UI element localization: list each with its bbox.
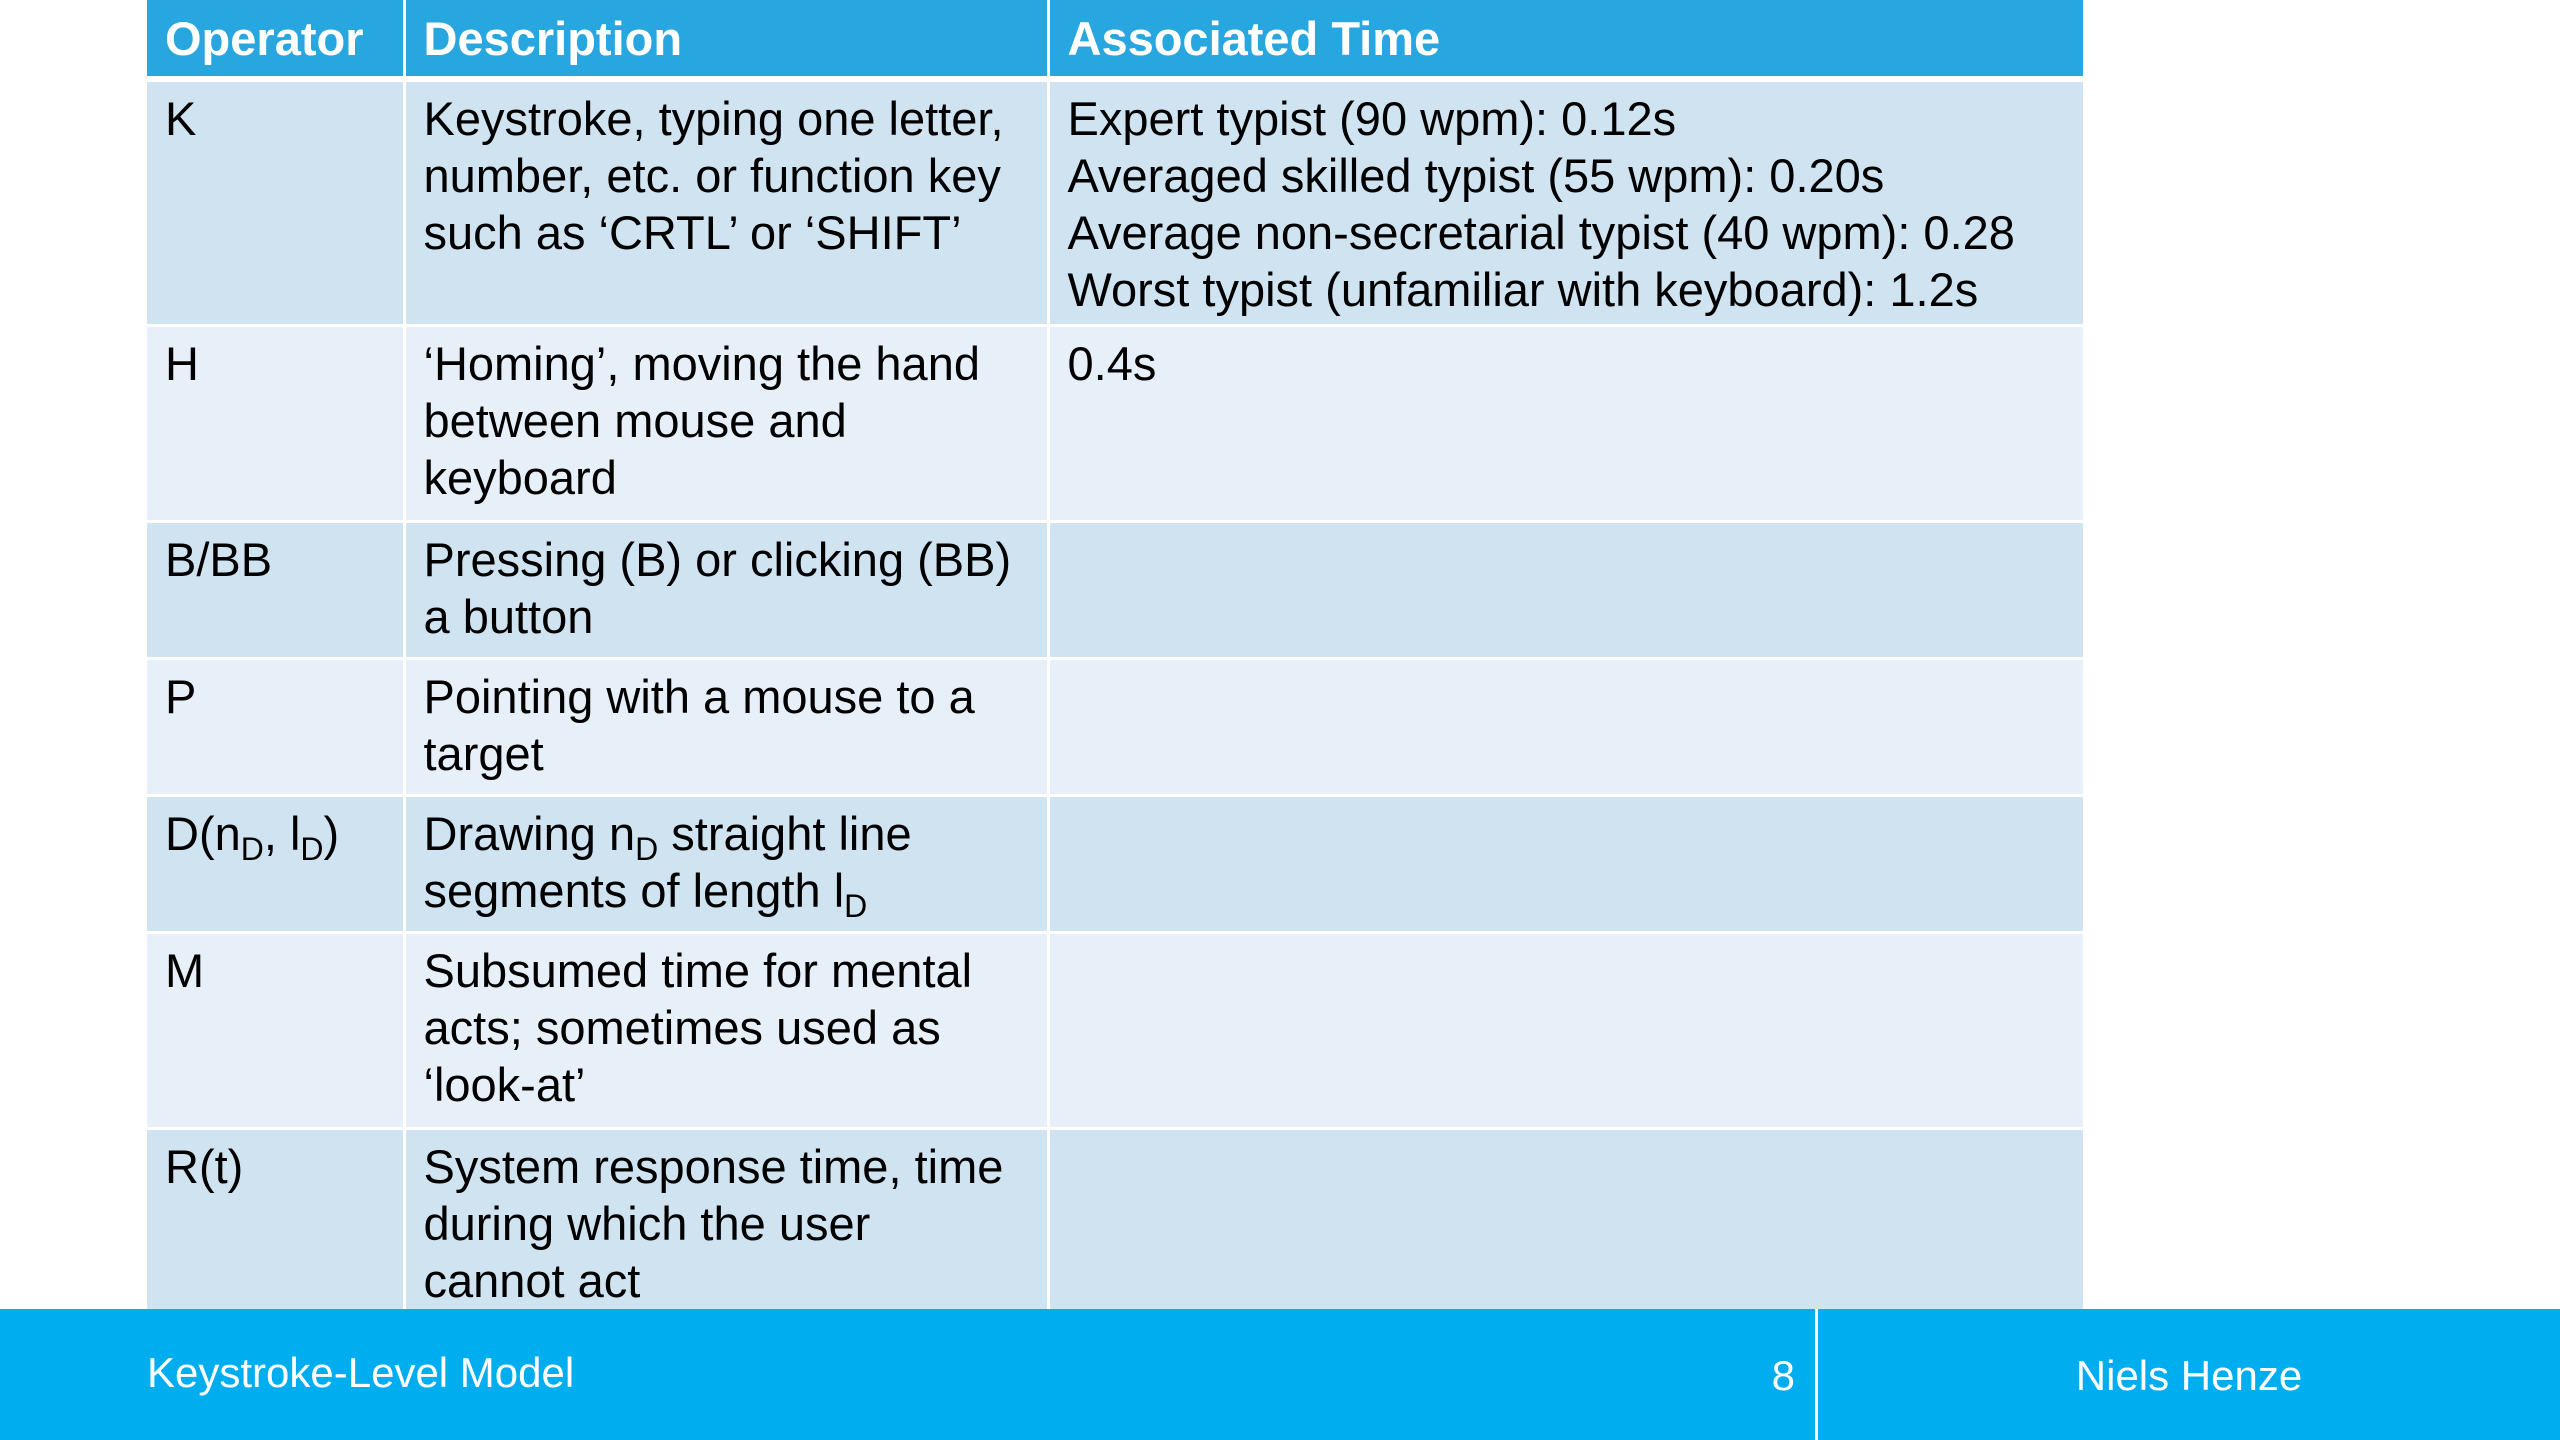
operator-cell [147,796,404,933]
operator-cell: M [147,933,404,1129]
table-row [147,796,2083,933]
description-line: a button [423,590,594,643]
description-line: Pointing with a mouse to a [423,670,975,723]
description-cell [404,522,1048,659]
operator-text: ) [323,807,340,860]
operator-cell: H [147,326,404,522]
header-operator: Operator [147,0,404,79]
subscript: D [635,831,659,867]
description-line: keyboard [423,451,617,504]
time-line: Average non-secretarial typist (40 wpm): 0.28 [1067,206,2015,259]
description-line: acts; sometimes used as [423,1001,941,1054]
table-header-row [147,0,2083,79]
description-cell [404,1129,1048,1324]
description-cell [404,933,1048,1129]
description-line: cannot act [423,1254,641,1307]
description-line [423,862,1033,924]
subscript: D [844,888,868,924]
table-row [147,522,2083,659]
description-line [423,805,1033,867]
footer-author: Niels Henze [2075,1352,2303,1399]
time-cell [1048,522,2083,659]
operator-text: , l [263,807,301,860]
description-text: straight line [658,807,912,860]
description-line: between mouse and [423,394,847,447]
page-number: 8 [1771,1352,1795,1399]
description-line: during which the user [423,1197,871,1250]
description-cell [404,79,1048,326]
description-line: ‘look-at’ [423,1058,586,1111]
time-cell [1048,659,2083,796]
operator-text: D(n [165,807,241,860]
time-line: Expert typist (90 wpm): 0.12s [1067,92,1677,145]
subscript: D [300,831,324,867]
subscript: D [240,831,264,867]
description-cell [404,326,1048,522]
time-cell [1048,933,2083,1129]
operator-cell: B/BB [147,522,404,659]
table-row [147,326,2083,522]
description-line: Pressing (B) or clicking (BB) [423,533,1012,586]
description-line: Subsumed time for mental [423,944,973,997]
klm-operator-table [147,0,2083,1323]
operator-cell: R(t) [147,1129,404,1324]
description-line: System response time, time [423,1140,1004,1193]
description-line: number, etc. or function key [423,149,1001,202]
operator-cell: K [147,79,404,326]
time-cell [1048,79,2083,326]
time-line: Worst typist (unfamiliar with keyboard): 1.2s [1067,263,1979,316]
table-row [147,659,2083,796]
header-description: Description [404,0,1048,79]
operator-cell: P [147,659,404,796]
description-cell [404,659,1048,796]
description-cell [404,796,1048,933]
description-line: such as ‘CRTL’ or ‘SHIFT’ [423,206,962,259]
description-text: Drawing n [423,807,636,860]
description-text: segments of length l [423,864,845,917]
description-line: ‘Homing’, moving the hand [423,337,980,390]
time-cell [1048,1129,2083,1324]
time-cell [1048,796,2083,933]
table-row [147,79,2083,326]
footer-title: Keystroke-Level Model [147,1349,575,1396]
time-line: Averaged skilled typist (55 wpm): 0.20s [1067,149,1885,202]
header-associated-time: Associated Time [1048,0,2083,79]
table-row [147,933,2083,1129]
description-line: Keystroke, typing one letter, [423,92,1004,145]
time-cell [1048,326,2083,522]
table-row [147,1129,2083,1324]
description-line: target [423,727,544,780]
slide-footer [0,1309,2560,1440]
time-line: 0.4s [1067,337,1157,390]
